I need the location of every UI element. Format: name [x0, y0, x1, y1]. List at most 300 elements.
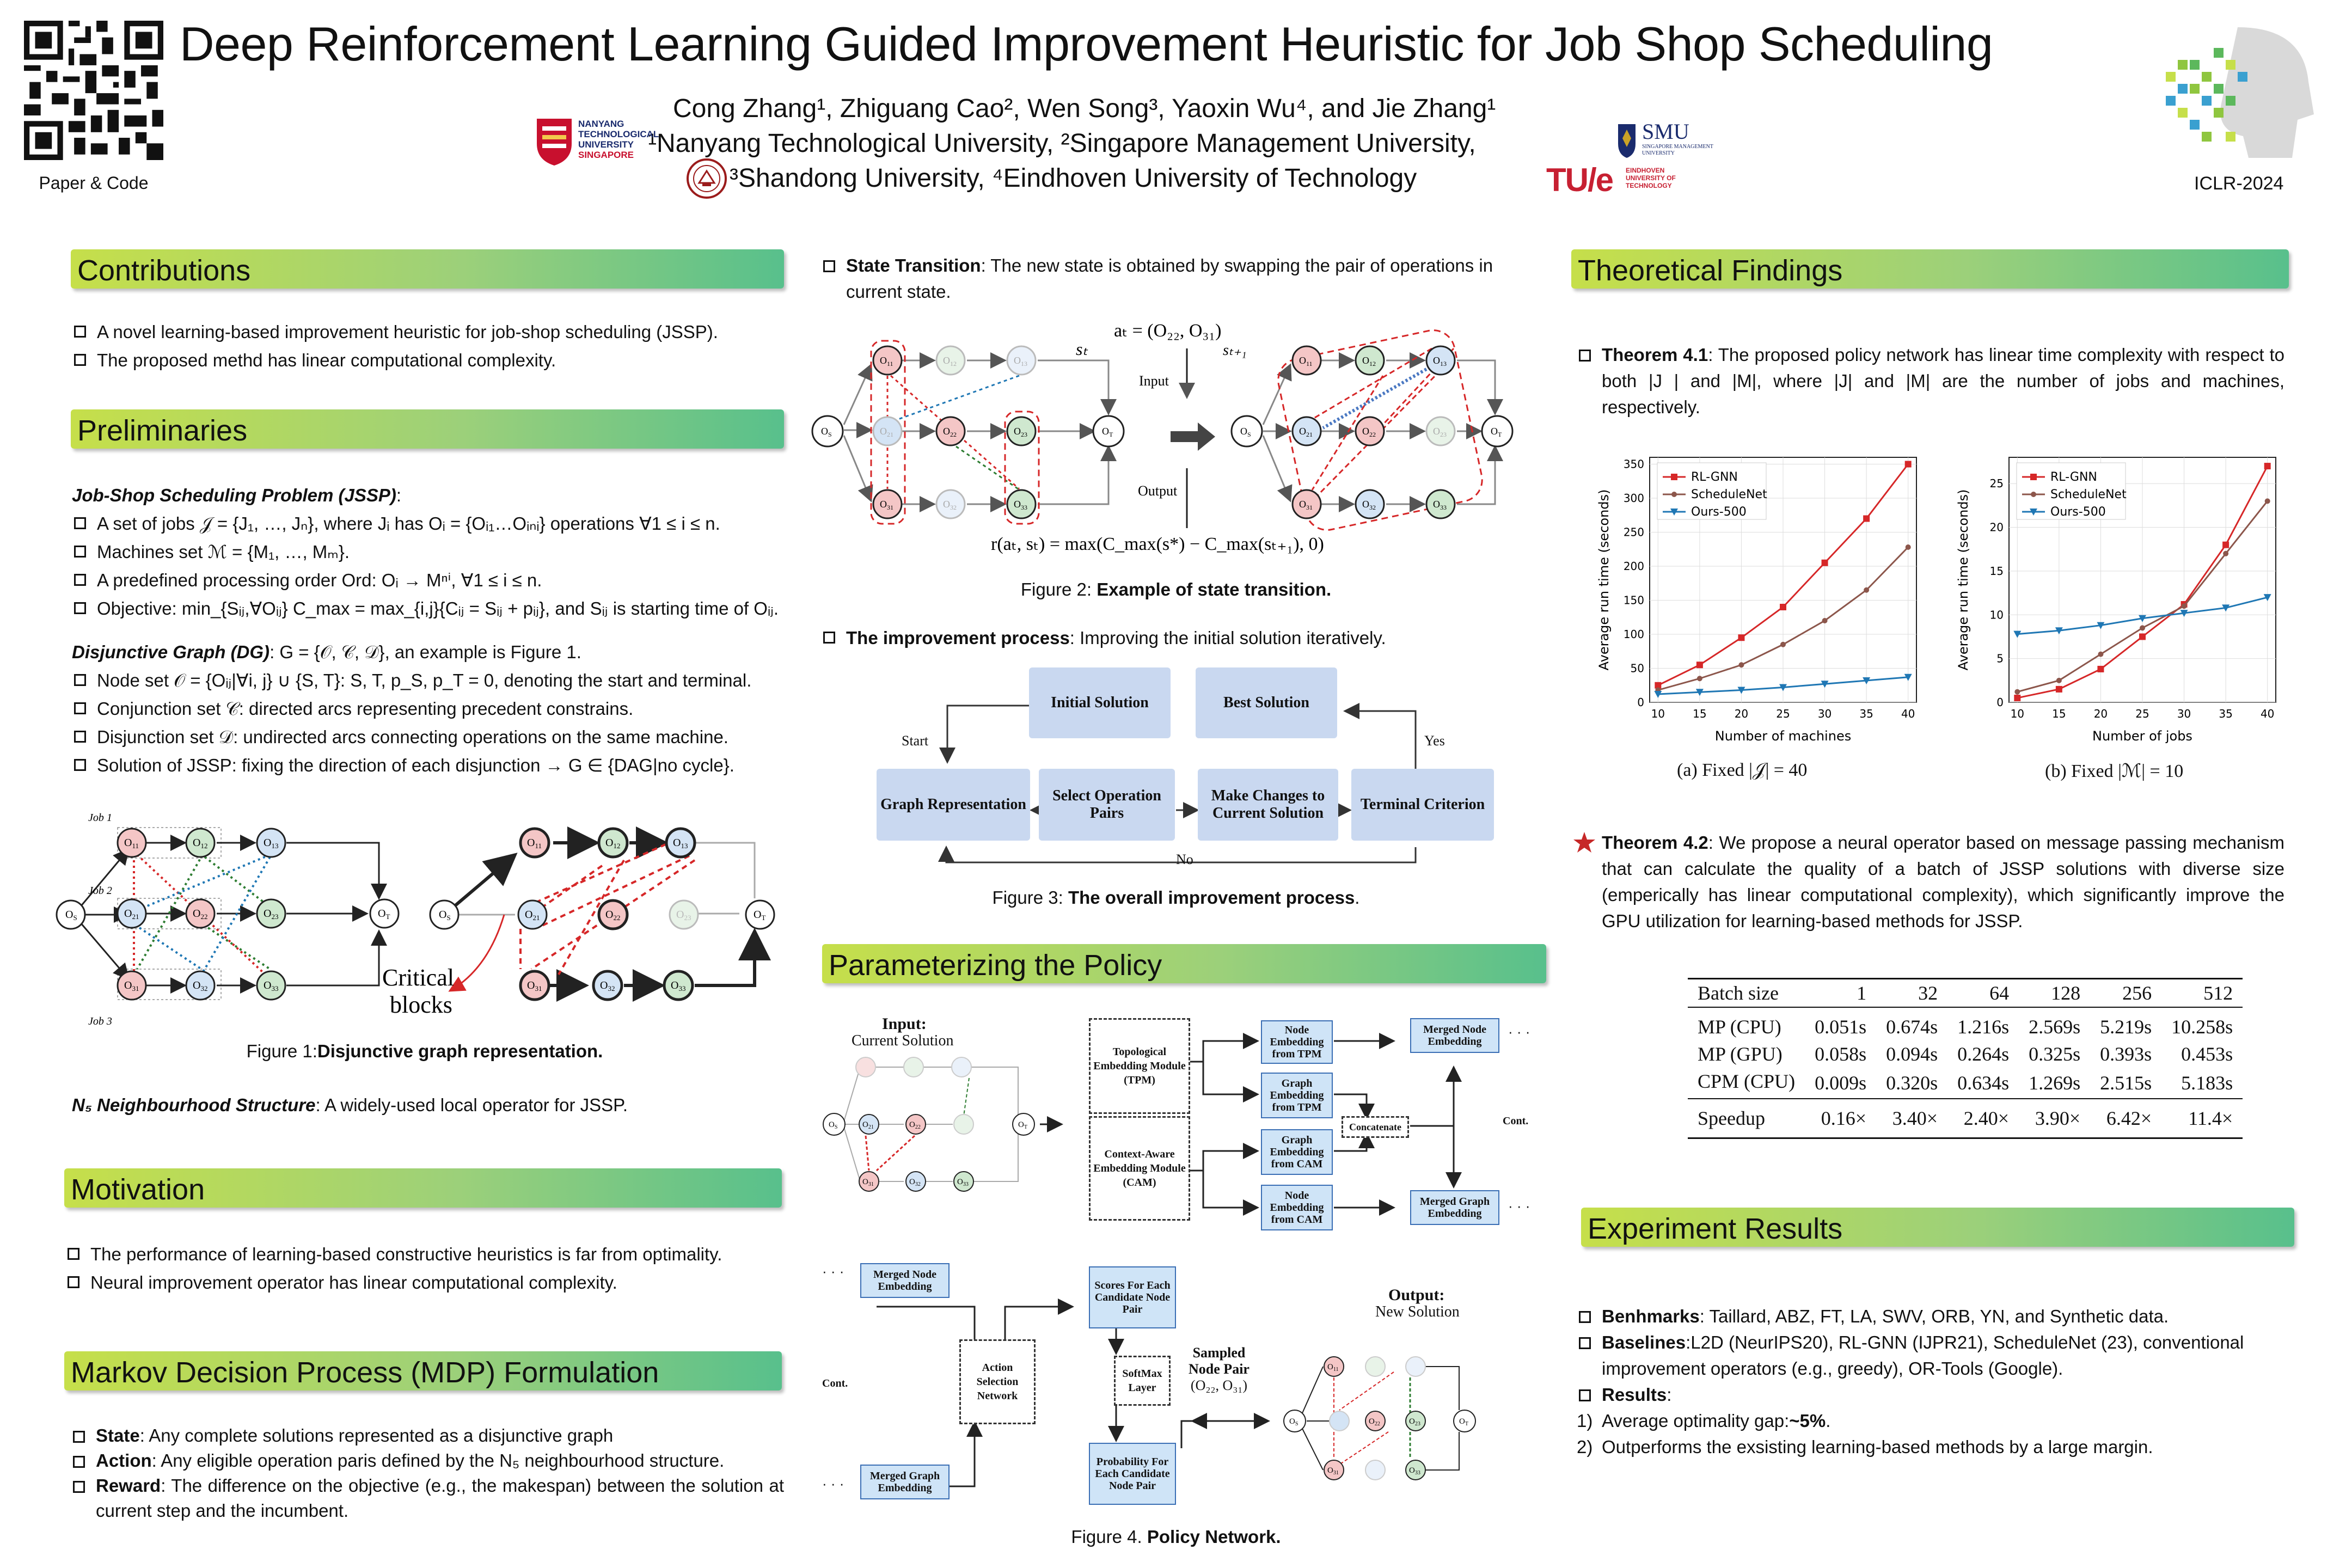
- svg-text:O33: $O_{33}$: [1409, 1466, 1420, 1476]
- legend-label: ScheduleNet: [2050, 488, 2127, 501]
- experiments-title: Experiment Results: [1588, 1212, 1843, 1245]
- svg-text:O33: $O_{33}$: [957, 1178, 969, 1187]
- preliminaries-body: Job-Shop Scheduling Problem (JSSP): A set of jobs 𝒥 = {J₁, …, Jₙ}, where Jᵢ has Oᵢ = {Oᵢ₁…Oᵢₙᵢ} operations ∀1 ≤ i ≤ n. Machines set ℳ = {M₁, …, Mₘ}. A predefined processing order Ord: Oᵢ → Mⁿⁱ, ∀1 ≤ i ≤ n. Objective: min_{Sᵢⱼ,∀Oᵢⱼ} C_max = max_{i,j}{Cᵢⱼ = Sᵢⱼ + pᵢⱼ}, and Sᵢⱼ is starting time of Oᵢⱼ. Disjunctive Graph (DG): G = {𝒪, 𝒞, 𝒟}, an example is Figure 1. Node set 𝒪 = {Oᵢⱼ|∀i, j} ∪ {S, T}: S, T, p_S, p_T = 0, denoting the start and terminal. Conjunction set 𝒞: directed arcs representing precedent constrains. Disjunction set 𝒟: undirected arcs connecting operations on the same machine. Solution of JSSP: fixing the direction of each disjunction → G ∈ {DAG|no cycle}.: [72, 481, 796, 780]
- table-speedup-row: [1688, 1099, 2243, 1138]
- figure-2-state-transition: [806, 316, 1530, 566]
- job-3-label: Job 3: [88, 1015, 112, 1027]
- table-cell: 0.325s: [2029, 1043, 2081, 1065]
- jssp-heading: Job-Shop Scheduling Problem (JSSP): [72, 485, 396, 505]
- ntu-logo-text-2: TECHNOLOGICAL: [578, 129, 659, 139]
- contributions-header: [71, 249, 784, 289]
- sampled-node-pair-value: (O₂₂, O₃₁): [1190, 1377, 1248, 1393]
- critical-label: Critical: [382, 964, 454, 991]
- figure-4-caption-bold: Policy Network.: [1147, 1527, 1281, 1547]
- data-point: [2097, 666, 2104, 672]
- legend-label: RL-GNN: [1691, 470, 1738, 484]
- contribution-item: A novel learning-based improvement heuristic for job-shop scheduling (JSSP).: [72, 318, 791, 346]
- svg-text:O32: $O_{32}$: [909, 1178, 921, 1187]
- x-tick-label: 25: [2135, 707, 2149, 720]
- svg-text:OS: $O_S$: [821, 426, 832, 438]
- motivation-item: The performance of learning-based constructive heuristics is far from optimality.: [65, 1240, 789, 1269]
- jssp-item: Machines set ℳ = {M₁, …, Mₘ}.: [72, 538, 796, 566]
- data-point: [1780, 642, 1786, 647]
- legend-marker: [2030, 474, 2037, 480]
- mdp-state-text: : Any complete solutions represented as a disjunctive graph: [139, 1425, 614, 1445]
- improvement-bold: The improvement process: [846, 628, 1070, 648]
- x-tick-label: 10: [2010, 707, 2025, 720]
- table-cell: 0.051s: [1815, 1016, 1867, 1038]
- theory-title: Theoretical Findings: [1578, 254, 1843, 287]
- best-solution-box: Best Solution: [1196, 667, 1337, 738]
- data-point: [2265, 498, 2270, 504]
- x-axis-label: Number of jobs: [2092, 728, 2192, 744]
- svg-text:O22: $O_{22}$: [943, 426, 957, 438]
- yes-label: Yes: [1424, 733, 1445, 749]
- x-axis-label: Number of machines: [1714, 728, 1852, 744]
- svg-text:O23: $O_{23}$: [676, 909, 691, 922]
- data-point: [2222, 542, 2229, 548]
- svg-text:O11: $O_{11}$: [1327, 1363, 1339, 1373]
- policy-input-sub: Current Solution: [852, 1032, 954, 1049]
- data-point: [2014, 695, 2020, 701]
- sampled-node-pair-text: Sampled Node Pair: [1189, 1345, 1250, 1377]
- table-cell: 3.90×: [2035, 1107, 2081, 1129]
- table-cell: 11.4×: [2188, 1107, 2233, 1129]
- result-1-text: Average optimality gap:: [1602, 1411, 1790, 1431]
- table-cell: 0.453s: [2181, 1043, 2233, 1065]
- policy-input-label: Input:: [882, 1015, 927, 1033]
- svg-text:O31: $O_{31}$: [880, 499, 893, 511]
- y-tick-label: 350: [1623, 457, 1644, 471]
- mdp-action: [71, 1448, 784, 1473]
- concatenate-box: Concatenate: [1342, 1116, 1409, 1138]
- result-2-text: Outperforms the exsisting learning-based methods by a large margin.: [1602, 1437, 2153, 1457]
- dg-heading: Disjunctive Graph (DG): [72, 642, 270, 662]
- figure-3-caption-bold: The overall improvement process: [1068, 887, 1355, 908]
- chart-legend: [2017, 463, 2127, 519]
- svg-text:OS: $O_S$: [829, 1120, 838, 1130]
- mdp-reward: [71, 1473, 784, 1523]
- start-label: Start: [902, 733, 929, 749]
- y-tick-label: 250: [1623, 525, 1644, 539]
- graph-representation-box: Graph Representation: [877, 769, 1030, 841]
- figure-1-caption: [71, 1041, 779, 1062]
- node-embedding-tpm-box: Node Embedding from TPM: [1261, 1020, 1333, 1064]
- data-point: [1738, 662, 1744, 667]
- table-header-cell: 256: [2122, 982, 2152, 1004]
- tpm-box: Topological Embedding Module (TPM): [1089, 1018, 1190, 1114]
- table-header-cell: Batch size: [1698, 982, 1779, 1004]
- svg-text:O22: $O_{22}$: [1362, 426, 1376, 438]
- state-transition: [821, 253, 1551, 305]
- affiliation-line-1: ¹Nanyang Technological University, ²Singapore Management University,: [648, 129, 1476, 158]
- svg-text:OT: $O_T$: [378, 908, 390, 921]
- result-2-number: 2): [1577, 1437, 1593, 1457]
- contributions-title: Contributions: [77, 254, 251, 287]
- no-label: No: [1176, 852, 1193, 867]
- affiliation-line-2: ³Shandong University, ⁴Eindhoven University of Technology: [730, 164, 1417, 193]
- data-point: [2014, 689, 2020, 695]
- table-cell: 0.674s: [1886, 1016, 1938, 1038]
- table-row: [1688, 1007, 2243, 1040]
- smu-logo: [1616, 120, 1747, 163]
- svg-text:OS: $O_S$: [65, 909, 77, 922]
- figure-2-caption-bold: Example of state transition.: [1097, 579, 1332, 599]
- chart-a-caption: (a) Fixed |𝒥| = 40: [1677, 760, 1808, 780]
- svg-text:O13: $O_{13}$: [1014, 355, 1027, 367]
- initial-solution-box: Initial Solution: [1029, 667, 1171, 738]
- dg-definition: : G = {𝒪, 𝒞, 𝒟}, an example is Figure 1.: [270, 642, 581, 662]
- tue-logo-sub-2: UNIVERSITY OF: [1626, 174, 1676, 182]
- svg-text:O33: $O_{33}$: [264, 979, 279, 993]
- svg-text:O21: $O_{21}$: [880, 426, 893, 438]
- probability-box: Probability For Each Candidate Node Pair: [1089, 1443, 1176, 1505]
- svg-text:O21: $O_{21}$: [1299, 426, 1313, 438]
- data-point: [1822, 618, 1828, 623]
- table-cell: 1.216s: [1957, 1016, 2010, 1038]
- contribution-item: The proposed methd has linear computational complexity.: [72, 346, 791, 375]
- data-point: [1864, 587, 1869, 593]
- fig2-output-label: Output: [1138, 483, 1178, 499]
- ntu-logo: [535, 114, 665, 169]
- data-point: [1738, 634, 1744, 641]
- x-tick-label: 20: [1734, 707, 1749, 720]
- table-header-cell: 512: [2203, 982, 2233, 1004]
- blocks-label: blocks: [390, 991, 452, 1018]
- svg-text:O11: $O_{11}$: [1299, 355, 1313, 367]
- data-point: [1822, 560, 1828, 566]
- legend-marker: [1671, 474, 1677, 480]
- smu-crest-icon: [1616, 122, 1638, 160]
- ntu-logo-text-3: UNIVERSITY: [578, 139, 634, 150]
- jssp-item: Objective: min_{Sᵢⱼ,∀Oᵢⱼ} C_max = max_{i,j}{Cᵢⱼ = Sᵢⱼ + pᵢⱼ}, and Sᵢⱼ is starting time of Oᵢⱼ.: [72, 595, 796, 623]
- smu-logo-sub-1: SINGAPORE MANAGEMENT: [1642, 144, 1713, 150]
- softmax-box: SoftMax Layer: [1114, 1356, 1171, 1406]
- dots-left-bottom: · · ·: [822, 1475, 844, 1492]
- data-point: [2140, 625, 2145, 630]
- y-tick-label: 150: [1623, 593, 1644, 607]
- figure-1-caption-prefix: Figure 1:: [246, 1041, 317, 1061]
- svg-text:OS: $O_S$: [439, 909, 451, 922]
- tue-logo-text: TU/e: [1546, 162, 1613, 198]
- svg-text:O23: $O_{23}$: [264, 908, 279, 921]
- svg-text:O12: $O_{12}$: [605, 837, 621, 850]
- mdp-list: [71, 1423, 784, 1523]
- y-tick-label: 15: [1989, 564, 2004, 578]
- cont-label-top: Cont.: [1503, 1115, 1529, 1127]
- merged-graph-embedding-box: Merged Graph Embedding: [1410, 1190, 1499, 1225]
- theorem-4-2-text: : We propose a neural operator based on message passing mechanism that can calculate the quality of a batch of JSSP solutions with diverse size (emperically has linear computational complexity), which significantly improve the GPU utilization for learning-based methods for JSSP.: [1602, 832, 2284, 931]
- dg-item: Conjunction set 𝒞: directed arcs representing precedent constrains.: [72, 695, 796, 723]
- mdp-header: [64, 1351, 782, 1391]
- svg-text:OS: $O_S$: [1289, 1417, 1298, 1427]
- dots-top: · · ·: [1508, 1024, 1530, 1040]
- svg-text:O22: $O_{22}$: [1369, 1417, 1380, 1427]
- job-2-label: Job 2: [88, 885, 112, 897]
- jssp-item: A set of jobs 𝒥 = {J₁, …, Jₙ}, where Jᵢ has Oᵢ = {Oᵢ₁…Oᵢₙᵢ} operations ∀1 ≤ i ≤ n.: [72, 510, 796, 538]
- theorem-4-1: [1577, 342, 2284, 420]
- figure-1-disjunctive-graph: [52, 806, 793, 1034]
- svg-text:OT: $O_T$: [754, 909, 766, 922]
- improvement-text: : Improving the initial solution iteratively.: [1069, 628, 1386, 648]
- legend-marker: [2031, 492, 2036, 497]
- cam-box: Context-Aware Embedding Module (CAM): [1089, 1116, 1190, 1221]
- node-embedding-cam-box: Node Embedding from CAM: [1261, 1185, 1333, 1230]
- x-tick-label: 15: [1693, 707, 1707, 720]
- mdp-reward-bold: Reward: [96, 1475, 161, 1496]
- data-point: [2098, 652, 2103, 657]
- x-tick-label: 40: [1901, 707, 1915, 720]
- mdp-state: [71, 1423, 784, 1448]
- benchmarks-bold: Benhmarks: [1602, 1306, 1700, 1326]
- table-cell: 0.009s: [1815, 1072, 1867, 1094]
- y-axis-label: Average run time (seconds): [1596, 489, 1612, 671]
- figure-4-caption-prefix: Figure 4.: [1071, 1527, 1147, 1547]
- figure-4-caption: [817, 1527, 1535, 1547]
- state-transition-bold: State Transition: [846, 255, 981, 275]
- y-axis-label: Average run time (seconds): [1956, 489, 1971, 671]
- terminal-criterion-box: Terminal Criterion: [1351, 769, 1494, 841]
- svg-text:O33: $O_{33}$: [1433, 499, 1447, 511]
- svg-text:O13: $O_{13}$: [673, 837, 688, 850]
- smu-logo-sub-2: UNIVERSITY: [1642, 150, 1675, 156]
- legend-label: RL-GNN: [2050, 470, 2097, 484]
- y-tick-label: 100: [1623, 628, 1644, 641]
- svg-text:O12: $O_{12}$: [943, 355, 957, 367]
- dots-bottom: · · ·: [1508, 1198, 1530, 1214]
- table-cell: 3.40×: [1892, 1107, 1938, 1129]
- qr-caption: Paper & Code: [39, 173, 149, 193]
- select-operation-pairs-box: Select Operation Pairs: [1039, 769, 1175, 841]
- qr-code-icon[interactable]: [24, 21, 163, 160]
- data-point: [1906, 544, 1911, 550]
- data-point: [2056, 686, 2062, 693]
- shandong-university-logo-icon: [686, 158, 727, 199]
- mdp-reward-text: : The difference on the objective (e.g., the makespan) between the solution at current step and the incumbent.: [96, 1475, 784, 1521]
- table-cell: 5.183s: [2181, 1072, 2233, 1094]
- svg-text:O13: $O_{13}$: [264, 837, 279, 850]
- ntu-logo-text-4: SINGAPORE: [578, 150, 634, 160]
- preliminaries-title: Preliminaries: [77, 414, 248, 447]
- table-cell: 0.634s: [1957, 1072, 2010, 1094]
- tue-logo-sub-3: TECHNOLOGY: [1626, 182, 1672, 189]
- fig2-st1-label: sₜ₊₁: [1223, 342, 1247, 359]
- figure-2-caption: [817, 579, 1535, 600]
- figure-3-caption: [817, 887, 1535, 908]
- table-header-cell: 32: [1918, 982, 1938, 1004]
- table-cell: 5.219s: [2100, 1016, 2152, 1038]
- y-tick-label: 20: [1989, 520, 2004, 534]
- n5-text: : A widely-used local operator for JSSP.: [315, 1095, 628, 1115]
- data-point: [1863, 516, 1870, 522]
- y-tick-label: 50: [1630, 661, 1644, 675]
- n5-neighbourhood: [72, 1091, 796, 1119]
- motivation-header: [64, 1168, 782, 1208]
- policy-header: [822, 944, 1546, 983]
- jssp-item: A predefined processing order Ord: Oᵢ → Mⁿⁱ, ∀1 ≤ i ≤ n.: [72, 566, 796, 595]
- table-header-cell: 1: [1857, 982, 1867, 1004]
- tue-logo: [1546, 161, 1693, 199]
- venue-label: ICLR-2024: [2194, 173, 2284, 194]
- svg-text:O31: $O_{31}$: [527, 979, 542, 993]
- svg-text:OT: $O_T$: [1459, 1417, 1468, 1427]
- svg-text:O21: $O_{21}$: [862, 1120, 874, 1130]
- x-tick-label: 35: [2219, 707, 2233, 720]
- preliminaries-header: [71, 409, 784, 449]
- svg-text:OT: $O_T$: [1491, 426, 1502, 438]
- chart-b-caption: (b) Fixed |ℳ| = 10: [2045, 761, 2184, 781]
- merged-node-embedding-box: Merged Node Embedding: [1410, 1018, 1499, 1053]
- benchmarks-text: : Taillard, ABZ, FT, LA, SWV, ORB, YN, and Synthetic data.: [1699, 1306, 2169, 1326]
- svg-text:O11: $O_{11}$: [527, 837, 542, 850]
- svg-text:O33: $O_{33}$: [1014, 499, 1027, 511]
- theorem-4-2-bold: Theorem 4.2: [1602, 832, 1708, 853]
- graph-embedding-cam-box: Graph Embedding from CAM: [1261, 1129, 1333, 1175]
- n5-heading: N₅ Neighbourhood Structure: [72, 1095, 316, 1115]
- table-row: [1688, 1068, 2243, 1099]
- state-transition-text: : The new state is obtained by swapping the pair of operations in current state.: [846, 255, 1493, 302]
- table-cell: 0.264s: [1957, 1043, 2010, 1065]
- figure-3-caption-end: .: [1355, 887, 1360, 908]
- svg-text:O32: $O_{32}$: [193, 979, 208, 993]
- dg-item: Node set 𝒪 = {Oᵢⱼ|∀i, j} ∪ {S, T}: S, T, p_S, p_T = 0, denoting the start and terminal.: [72, 666, 796, 695]
- svg-text:O11: $O_{11}$: [124, 837, 139, 850]
- svg-text:O11: $O_{11}$: [880, 355, 893, 367]
- experiments-body: [1577, 1303, 2295, 1460]
- contributions-list: [72, 318, 791, 375]
- table-header-cell: 128: [2051, 982, 2081, 1004]
- data-point: [2182, 603, 2187, 609]
- dg-item: Solution of JSSP: fixing the direction of each disjunction → G ∈ {DAG|no cycle}.: [72, 751, 796, 780]
- mdp-state-bold: State: [96, 1425, 140, 1445]
- svg-text:O21: $O_{21}$: [124, 908, 139, 921]
- svg-text:O22: $O_{22}$: [909, 1120, 921, 1130]
- theory-header: [1571, 249, 2289, 289]
- svg-text:O32: $O_{32}$: [600, 979, 615, 993]
- figure-3-flowchart: [871, 667, 1503, 874]
- tue-logo-sub-1: EINDHOVEN: [1626, 167, 1665, 174]
- legend-label: ScheduleNet: [1691, 488, 1767, 501]
- theorem-4-1-text: : The proposed policy network has linear time complexity with respect to both |J | and |M|, where |J| and |M| are the number of jobs and machines, respectively.: [1602, 345, 2284, 417]
- svg-text:O23: $O_{23}$: [1409, 1417, 1420, 1427]
- svg-text:O31: $O_{31}$: [862, 1178, 874, 1187]
- baselines-text: :L2D (NeurIPS20), RL-GNN (IJPR21), ScheduleNet (23), conventional improvement operators (e.g., greedy), OR-Tools (Google).: [1602, 1332, 2244, 1379]
- x-tick-label: 30: [1817, 707, 1832, 720]
- table-cell: Speedup: [1698, 1107, 1765, 1129]
- figure-4-policy-network: [800, 1007, 1557, 1530]
- svg-text:O31: $O_{31}$: [1327, 1466, 1339, 1476]
- make-changes-box: Make Changes to Current Solution: [1198, 769, 1338, 841]
- table-cell: CPM (CPU): [1698, 1070, 1796, 1092]
- svg-text:O33: $O_{33}$: [671, 979, 686, 993]
- iclr-logo-icon: [2156, 22, 2319, 169]
- graph-embedding-tpm-box: Graph Embedding from TPM: [1261, 1073, 1333, 1118]
- x-tick-label: 20: [2093, 707, 2108, 720]
- motivation-item: Neural improvement operator has linear computational complexity.: [65, 1269, 789, 1297]
- x-tick-label: 25: [1776, 707, 1790, 720]
- improvement-process: [821, 624, 1551, 652]
- results-bold: Results: [1602, 1385, 1667, 1405]
- table-cell: MP (CPU): [1698, 1016, 1781, 1038]
- data-point: [1780, 604, 1786, 610]
- data-point: [2264, 463, 2271, 469]
- table-cell: 0.058s: [1815, 1043, 1867, 1065]
- data-point: [1905, 461, 1912, 468]
- x-tick-label: 35: [1859, 707, 1873, 720]
- dg-item: Disjunction set 𝒟: undirected arcs connecting operations on the same machine.: [72, 723, 796, 751]
- svg-text:O32: $O_{32}$: [1362, 499, 1376, 511]
- y-tick-label: 25: [1989, 477, 2004, 491]
- table-cell: 10.258s: [2171, 1016, 2233, 1038]
- table-cell: 1.269s: [2029, 1072, 2081, 1094]
- motivation-list: [65, 1240, 789, 1297]
- action-selection-network-box: Action Selection Network: [959, 1339, 1036, 1424]
- svg-text:OT: $O_T$: [1018, 1120, 1027, 1130]
- legend-marker: [1671, 492, 1677, 497]
- svg-text:O22: $O_{22}$: [605, 909, 621, 922]
- svg-text:OT: $O_T$: [1102, 426, 1113, 438]
- figure-2-caption-prefix: Figure 2:: [1020, 579, 1097, 599]
- policy-output-sub: New Solution: [1375, 1303, 1460, 1320]
- policy-title: Parameterizing the Policy: [829, 949, 1162, 982]
- svg-text:O22: $O_{22}$: [193, 908, 208, 921]
- results-colon: :: [1667, 1385, 1672, 1405]
- fig2-input-label: Input: [1139, 373, 1169, 389]
- poster-title: Deep Reinforcement Learning Guided Improvement Heuristic for Job Shop Scheduling: [180, 17, 1993, 71]
- table-row: [1688, 1040, 2243, 1068]
- speedup-table: [1688, 978, 2243, 1139]
- svg-text:O21: $O_{21}$: [525, 909, 540, 922]
- data-point: [2223, 551, 2228, 556]
- mdp-title: Markov Decision Process (MDP) Formulation: [71, 1356, 659, 1389]
- svg-text:O23: $O_{23}$: [1014, 426, 1027, 438]
- y-tick-label: 0: [1637, 696, 1644, 709]
- y-tick-label: 5: [1996, 652, 2004, 665]
- table-cell: 6.42×: [2106, 1107, 2152, 1129]
- data-point: [1697, 676, 1702, 681]
- table-cell: 2.40×: [1963, 1107, 2010, 1129]
- cont-label-left: Cont.: [822, 1377, 848, 1389]
- smu-logo-text: SMU: [1642, 119, 1689, 144]
- experiments-header: [1581, 1208, 2294, 1247]
- theorem-4-1-bold: Theorem 4.1: [1602, 345, 1708, 365]
- table-cell: MP (GPU): [1698, 1043, 1783, 1065]
- x-tick-label: 40: [2260, 707, 2275, 720]
- data-point: [2139, 633, 2146, 640]
- table-cell: 2.515s: [2100, 1072, 2152, 1094]
- fig2-action-label: aₜ = (O₂₂, O₃₁): [1114, 321, 1222, 341]
- svg-text:O12: $O_{12}$: [193, 837, 208, 850]
- mdp-action-bold: Action: [96, 1450, 152, 1471]
- data-point: [1696, 661, 1703, 668]
- figure-3-caption-prefix: Figure 3:: [992, 887, 1068, 908]
- speedup-table-wrap: [1688, 978, 2243, 1139]
- svg-text:O31: $O_{31}$: [1299, 499, 1313, 511]
- table-cell: 0.094s: [1886, 1043, 1938, 1065]
- mdp-action-text: : Any eligible operation paris defined by the N₅ neighbourhood structure.: [151, 1450, 725, 1471]
- svg-text:O31: $O_{31}$: [124, 979, 139, 993]
- x-tick-label: 10: [1651, 707, 1665, 720]
- merged-node-embedding-left-box: Merged Node Embedding: [860, 1263, 950, 1298]
- authors: Cong Zhang¹, Zhiguang Cao², Wen Song³, Yaoxin Wu⁴, and Jie Zhang¹: [673, 94, 1496, 123]
- x-tick-label: 30: [2177, 707, 2191, 720]
- policy-output-label: Output:: [1388, 1286, 1445, 1304]
- fig2-reward-formula: r(aₜ, sₜ) = max(C_max(s*) − C_max(sₜ₊₁), 0): [991, 534, 1324, 554]
- job-1-label: Job 1: [88, 812, 112, 824]
- baselines-bold: Baselines: [1602, 1332, 1686, 1352]
- svg-text:OS: $O_S$: [1240, 426, 1251, 438]
- result-1-bold: ~5%: [1789, 1411, 1826, 1431]
